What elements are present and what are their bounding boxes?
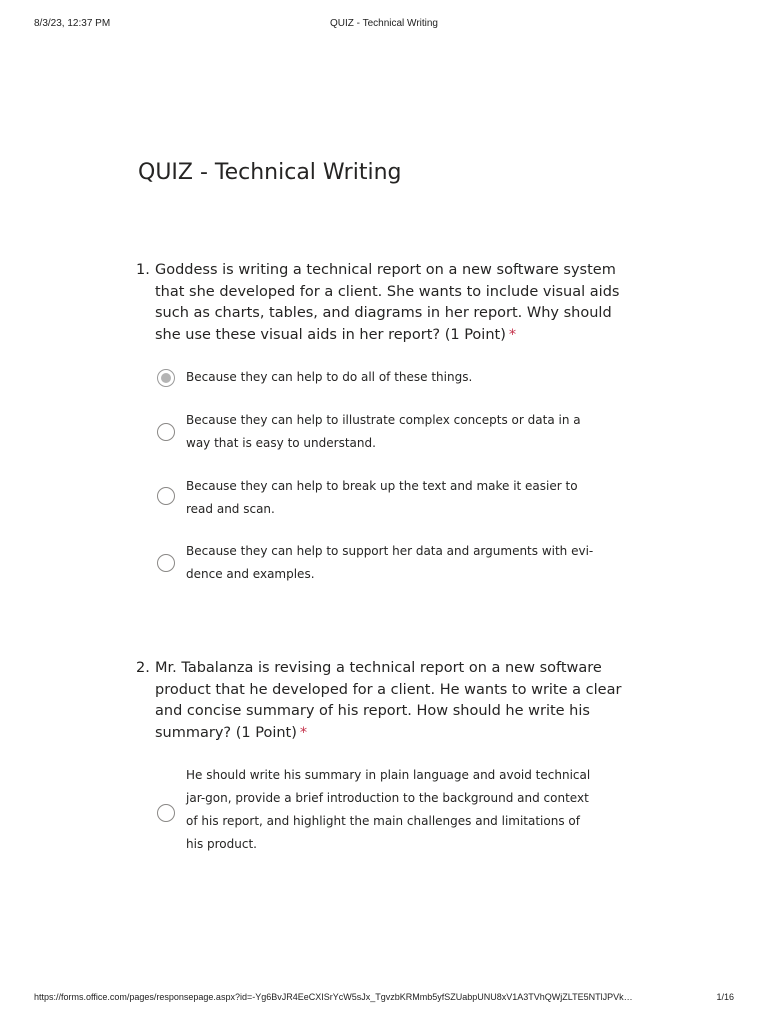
page-number: 1/16	[716, 992, 734, 1002]
question-text: Mr. Tabalanza is revising a technical report on a new software product that he developed for a client. He wants to write a clear and concise summary of his report. How should he write his summary?	[155, 660, 622, 741]
print-page-title: QUIZ - Technical Writing	[330, 18, 438, 29]
required-marker: *	[508, 326, 517, 343]
question-header	[136, 658, 636, 744]
question-1	[136, 260, 636, 586]
radio-button[interactable]	[157, 804, 175, 822]
option-label: Because they can help to break up the text and make it easier to read and scan.	[186, 479, 578, 516]
answer-options	[136, 366, 636, 586]
question-header	[136, 260, 636, 346]
radio-button[interactable]	[157, 423, 175, 441]
answer-option[interactable]	[157, 540, 636, 586]
print-header	[34, 18, 734, 32]
question-text-block	[155, 658, 636, 744]
answer-option[interactable]	[157, 409, 636, 455]
form-title: QUIZ - Technical Writing	[138, 160, 402, 185]
radio-button[interactable]	[157, 487, 175, 505]
radio-button-selected[interactable]	[157, 369, 175, 387]
option-label: Because they can help to illustrate complex concepts or data in a way that is easy to understand.	[186, 413, 581, 450]
option-label: Because they can help to do all of these things.	[186, 370, 473, 384]
answer-option[interactable]	[157, 366, 636, 389]
question-text: Goddess is writing a technical report on a new software system that she developed for a client. She wants to include visual aids such as charts, tables, and diagrams in her report. Why should she use these visual aids in her report?	[155, 262, 620, 343]
answer-options	[136, 764, 636, 856]
answer-option[interactable]	[157, 475, 636, 521]
question-points: (1 Point)	[444, 326, 506, 343]
required-marker: *	[299, 724, 308, 741]
print-footer	[34, 992, 734, 1006]
question-text-block	[155, 260, 636, 346]
question-number: 2.	[136, 660, 150, 676]
option-label: He should write his summary in plain language and avoid technical jar-gon, provide a brief introduction to the background and context of his report, and highlight the main challenges and limitations of his product.	[186, 768, 591, 851]
radio-button[interactable]	[157, 554, 175, 572]
print-url: https://forms.office.com/pages/responsepage.aspx?id=-Yg6BvJR4EeCXISrYcW5sJx_TgvzbKRMmb5yfSZUabpUNU8xV1A3TVhQWjZLTE5NTlJPVk…	[34, 992, 633, 1002]
answer-option[interactable]	[157, 764, 636, 856]
option-label: Because they can help to support her data and arguments with evi-dence and examples.	[186, 544, 594, 581]
question-points: (1 Point)	[235, 724, 297, 741]
question-number: 1.	[136, 262, 150, 278]
question-2	[136, 658, 636, 856]
print-date: 8/3/23, 12:37 PM	[34, 18, 111, 29]
